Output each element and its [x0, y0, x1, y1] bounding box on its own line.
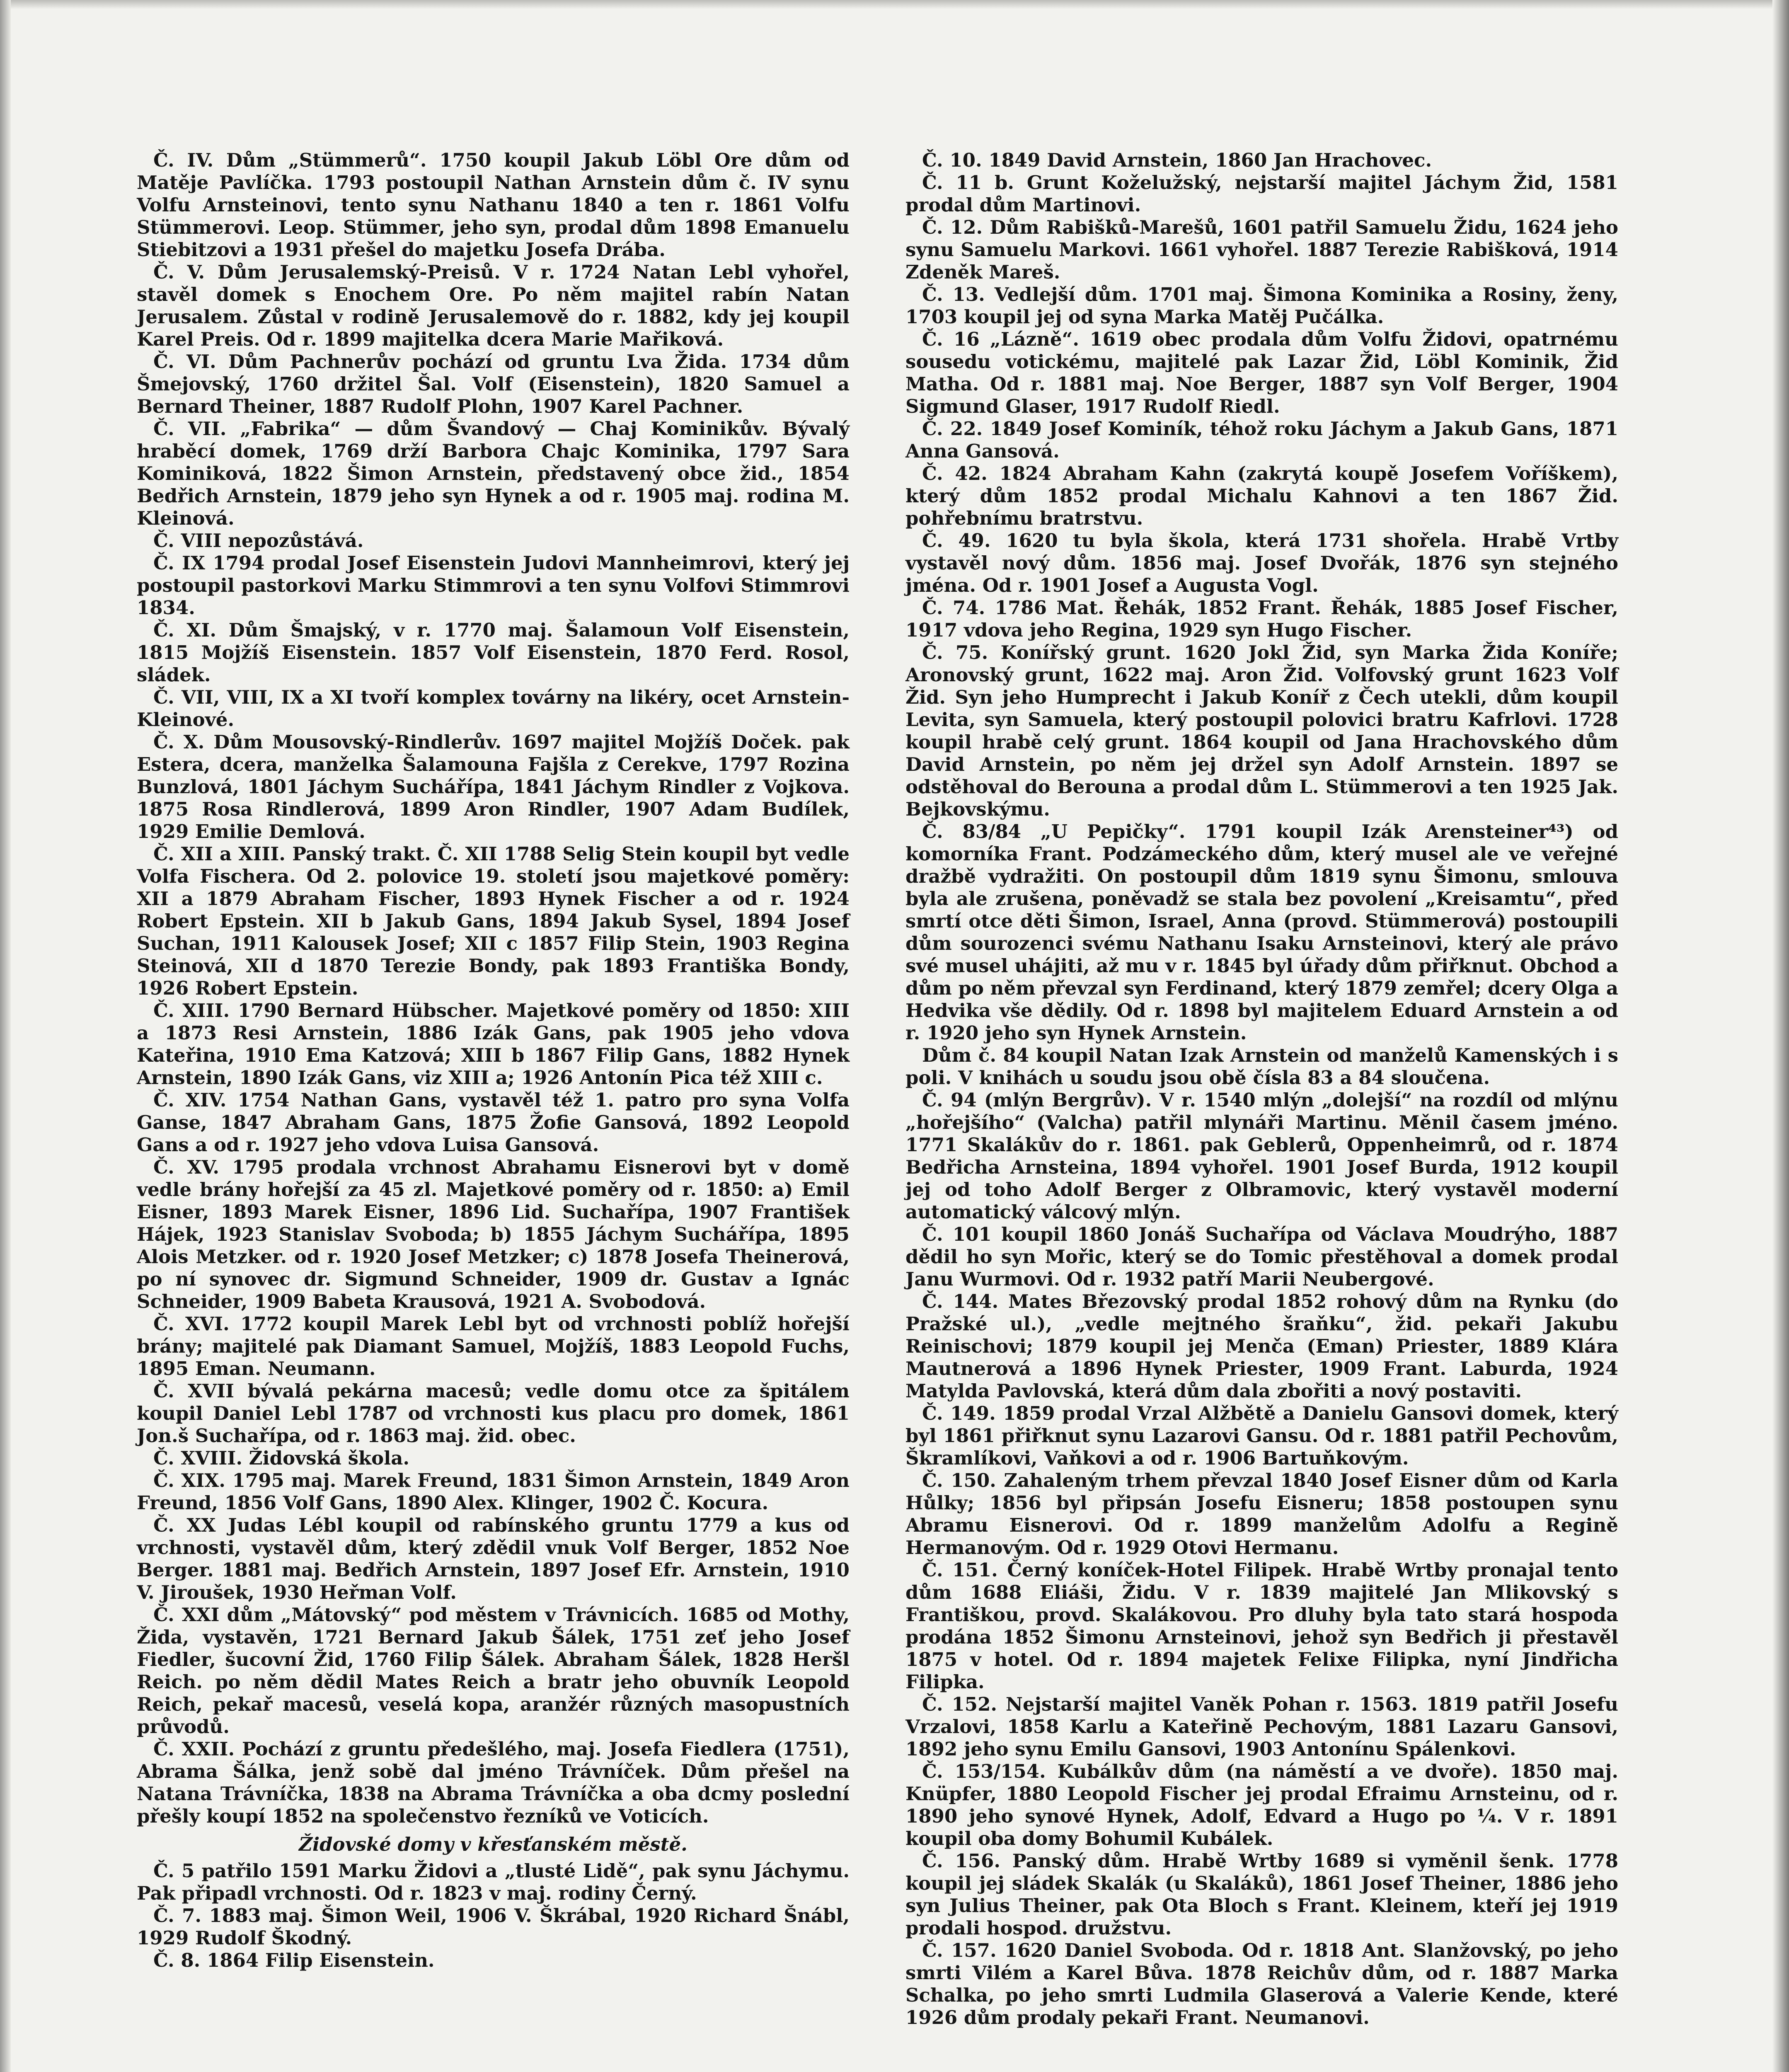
- entry-paragraph: Č. 8. 1864 Filip Eisenstein.: [153, 1949, 435, 1971]
- entry-paragraph: Č. 156. Panský dům. Hrabě Wrtby 1689 si vyměnil šenk. 1778 koupil jej sládek Skalák (u Skaláků), 1861 Josef Theiner, 1886 jeho syn Julius Theiner, pak Ota Bloch s Frant. Kleinem, kteří jej 1919 prodali hospod. družstvu.: [905, 1850, 1618, 1939]
- entry-paragraph: Č. 42. 1824 Abraham Kahn (zakrytá koupě Josefem Voříškem), který dům 1852 prodal Michalu Kahnovi a ten 1867 Žid. pohřebnímu bratrstvu.: [905, 462, 1618, 529]
- entry-paragraph: Č. V. Dům Jerusalemský-Preisů. V r. 1724 Natan Lebl vyhořel, stavěl domek s Enochem Ore. Po něm majitel rabín Natan Jerusalem. Zůstal v rodině Jerusalemově do r. 1882, kdy jej koupil Karel Preis. Od r. 1899 majitelka dcera Marie Mařiková.: [137, 261, 850, 350]
- entry-paragraph: Č. XII a XIII. Panský trakt. Č. XII 1788 Selig Stein koupil byt vedle Volfa Fischera. Od 2. polovice 19. století jsou majetkové poměry: XII a 1879 Abraham Fischer, 1893 Hynek Fischer a od r. 1924 Robert Epstein. XII b Jakub Gans, 1894 Jakub Sysel, 1894 Josef Suchan, 1911 Kalousek Josef; XII c 1857 Filip Stein, 1903 Regina Steinová, XII d 1870 Terezie Bondy, pak 1893 Františka Bondy, 1926 Robert Epstein.: [137, 843, 850, 999]
- entry-paragraph: Č. 101 koupil 1860 Jonáš Suchařípa od Václava Moudrýho, 1887 dědil ho syn Mořic, který se do Tomic přestěhoval a domek prodal Janu Wurmovi. Od r. 1932 patří Marii Neubergové.: [905, 1223, 1618, 1290]
- entry-paragraph: Č. XXI dům „Mátovský“ pod městem v Trávnicích. 1685 od Mothy, Žida, vystavěn, 1721 Bernard Jakub Šálek, 1751 zeť jeho Josef Fiedler, šucovní Žid, 1760 Filip Šálek. Abraham Šálek, 1828 Heršl Reich. po něm dědil Mates Reich a bratr jeho obuvník Leopold Reich, pekař macesů, veselá kopa, aranžér různých masopustních průvodů.: [137, 1604, 850, 1738]
- entry-paragraph: Č. 7. 1883 maj. Šimon Weil, 1906 V. Škrábal, 1920 Richard Šnábl, 1929 Rudolf Škodný.: [137, 1905, 850, 1949]
- entry-paragraph: Č. XI. Dům Šmajský, v r. 1770 maj. Šalamoun Volf Eisenstein, 1815 Mojžíš Eisenstein. 1857 Volf Eisenstein, 1870 Ferd. Rosol, sládek.: [137, 619, 850, 686]
- entry-paragraph: Č. IV. Dům „Stümmerů“. 1750 koupil Jakub Löbl Ore dům od Matěje Pavlíčka. 1793 postoupil Nathan Arnstein dům č. IV synu Volfu Arnsteinovi, tento synu Nathanu 1840 a ten r. 1861 Volfu Stümmerovi. Leop. Stümmer, jeho syn, prodal dům 1898 Emanuelu Stiebitzovi a 1931 přešel do majetku Josefa Drába.: [137, 149, 850, 261]
- entry-paragraph: Č. 22. 1849 Josef Kominík, téhož roku Jáchym a Jakub Gans, 1871 Anna Gansová.: [905, 418, 1618, 462]
- entry-paragraph: Č. XVII bývalá pekárna macesů; vedle domu otce za špitálem koupil Daniel Lebl 1787 od vrchnosti kus placu pro domek, 1861 Jon.š Suchařípa, od r. 1863 maj. žid. obec.: [137, 1380, 850, 1447]
- scan-edge-left: [0, 0, 11, 2072]
- entry-paragraph: Č. VIII nepozůstává.: [153, 530, 364, 552]
- entry-paragraph: Č. 75. Konířský grunt. 1620 Jokl Žid, syn Marka Žida Koníře; Aronovský grunt, 1622 maj. Aron Žid. Volfovský grunt 1623 Volf Žid. Syn jeho Humprecht i Jakub Koníř z Čech utekli, dům koupil Levita, syn Samuela, který postoupil polovici bratru Kafrlovi. 1728 koupil hrabě celý grunt. 1864 koupil od Jana Hrachovského dům David Arnstein, po něm jej držel syn Adolf Arnstein. 1897 se odstěhoval do Berouna a prodal dům L. Stümmerovi a ten 1925 Jak. Bejkovskýmu.: [905, 641, 1618, 820]
- entry-paragraph: Č. 150. Zahaleným trhem převzal 1840 Josef Eisner dům od Karla Hůlky; 1856 byl připsán Josefu Eisneru; 1858 postoupen synu Abramu Eisnerovi. Od r. 1899 manželům Adolfu a Regině Hermanovým. Od r. 1929 Otovi Hermanu.: [905, 1469, 1618, 1559]
- entry-paragraph: Č. IX 1794 prodal Josef Eisenstein Judovi Mannheimrovi, který jej postoupil pastorkovi Marku Stimmrovi a ten synu Volfovi Stimmrovi 1834.: [137, 552, 850, 619]
- entry-paragraph: Č. X. Dům Mousovský-Rindlerův. 1697 majitel Mojžíš Doček. pak Estera, dcera, manželka Šalamouna Fajšla z Cerekve, 1797 Rozina Bunzlová, 1801 Jáchym Suchářípa, 1841 Jáchym Rindler z Vojkova. 1875 Rosa Rindlerová, 1899 Aron Rindler, 1907 Adam Budílek, 1929 Emilie Demlová.: [137, 731, 850, 842]
- entry-paragraph: Č. 157. 1620 Daniel Svoboda. Od r. 1818 Ant. Slanžovský, po jeho smrti Vilém a Karel Bůva. 1878 Reichův dům, od r. 1887 Marka Schalka, po jeho smrti Ludmila Glaserová a Valerie Kende, které 1926 dům prodaly pekaři Frant. Neumanovi.: [905, 1939, 1618, 2028]
- entry-paragraph: Č. 149. 1859 prodal Vrzal Alžbětě a Danielu Gansovi domek, který byl 1861 přiřknut synu Lazarovi Gansu. Od r. 1881 patřil Pechovům, Škramlíkovi, Vaňkovi a od r. 1906 Bartuňkovým.: [905, 1402, 1618, 1469]
- entry-paragraph: Č. VI. Dům Pachnerův pochází od gruntu Lva Žida. 1734 dům Šmejovský, 1760 držitel Šal. Volf (Eisenstein), 1820 Samuel a Bernard Theiner, 1887 Rudolf Plohn, 1907 Karel Pachner.: [137, 351, 850, 417]
- entry-paragraph: Č. 144. Mates Březovský prodal 1852 rohový dům na Rynku (do Pražské ul.), „vedle mejtného šraňku“, žid. pekaři Jakubu Reinischovi; 1879 koupil jej Menča (Eman) Priester, 1889 Klára Mautnerová a 1896 Hynek Priester, 1909 Frant. Laburda, 1924 Matylda Pavlovská, která dům dala zbořiti a nový postaviti.: [905, 1290, 1618, 1402]
- entry-paragraph: Č. 10. 1849 David Arnstein, 1860 Jan Hrachovec.: [922, 149, 1432, 171]
- left-column: [137, 149, 850, 1972]
- entry-paragraph: Č. XVIII. Židovská škola.: [153, 1447, 410, 1469]
- entry-paragraph: Č. 94 (mlýn Bergrův). V r. 1540 mlýn „dolejší“ na rozdíl od mlýnu „hořejšího“ (Valcha) patřil mlynáři Martinu. Měnil časem jméno. 1771 Skalákův do r. 1861. pak Geblerů, Oppenheimrů, od r. 1874 Bedřicha Arnsteina, 1894 vyhořel. 1901 Josef Burda, 1912 koupil jej od toho Adolf Berger z Olbramovic, který vystavěl moderní automatický válcový mlýn.: [905, 1089, 1618, 1223]
- entry-paragraph: Č. 5 patřilo 1591 Marku Židovi a „tlusté Lidě“, pak synu Jáchymu. Pak připadl vrchnosti. Od r. 1823 v maj. rodiny Černý.: [137, 1860, 850, 1904]
- entry-paragraph: Č. 151. Černý koníček-Hotel Filipek. Hrabě Wrtby pronajal tento dům 1688 Eliáši, Židu. V r. 1839 majitelé Jan Mlikovský s Františkou, provd. Skalákovou. Pro dluhy byla tato stará hospoda prodána 1852 Šimonu Arnsteinovi, jehož syn Bedřich ji přestavěl 1875 v hotel. Od r. 1894 majetek Felixe Filipka, nyní Jindřicha Filipka.: [905, 1559, 1618, 1693]
- entry-paragraph: Dům č. 84 koupil Natan Izak Arnstein od manželů Kamenských i s poli. V knihách u soudu jsou obě čísla 83 a 84 sloučena.: [905, 1044, 1618, 1089]
- entry-paragraph: Č. XIX. 1795 maj. Marek Freund, 1831 Šimon Arnstein, 1849 Aron Freund, 1856 Volf Gans, 1890 Alex. Klinger, 1902 Č. Kocura.: [137, 1469, 850, 1514]
- section-heading: Židovské domy v křesťanském městě.: [299, 1833, 688, 1855]
- entry-paragraph: Č. XVI. 1772 koupil Marek Lebl byt od vrchnosti poblíž hořejší brány; majitelé pak Diamant Samuel, Mojžíš, 1883 Leopold Fuchs, 1895 Eman. Neumann.: [137, 1313, 850, 1380]
- right-column: [905, 149, 1618, 2029]
- entry-paragraph: Č. VII. „Fabrika“ — dům Švandový — Chaj Kominikův. Bývalý hraběcí domek, 1769 drží Barbora Chajc Kominika, 1797 Sara Kominiková, 1822 Šimon Arnstein, představený obce žid., 1854 Bedřich Arnstein, 1879 jeho syn Hynek a od r. 1905 maj. rodina M. Kleinová.: [137, 418, 850, 529]
- entry-paragraph: Č. 74. 1786 Mat. Řehák, 1852 Frant. Řehák, 1885 Josef Fischer, 1917 vdova jeho Regina, 1929 syn Hugo Fischer.: [905, 597, 1618, 641]
- entry-paragraph: Č. XXII. Pochází z gruntu předešlého, maj. Josefa Fiedlera (1751), Abrama Šálka, jenž sobě dal jméno Trávníček. Dům přešel na Natana Trávníčka, 1838 na Abrama Trávníčka a oba dcmy poslední přešly koupí 1852 na společenstvo řezníků ve Voticích.: [137, 1738, 850, 1827]
- scan-edge-right: [1772, 0, 1789, 2072]
- entry-paragraph: Č. 16 „Lázně“. 1619 obec prodala dům Volfu Židovi, opatrnému sousedu votickému, majitelé pak Lazar Žid, Löbl Kominik, Žid Matha. Od r. 1881 maj. Noe Berger, 1887 syn Volf Berger, 1904 Sigmund Glaser, 1917 Rudolf Riedl.: [905, 328, 1618, 417]
- entry-paragraph: Č. 153/154. Kubálkův dům (na náměstí a ve dvoře). 1850 maj. Knüpfer, 1880 Leopold Fischer jej prodal Efraimu Arnsteinu, od r. 1890 jeho synové Hynek, Adolf, Edvard a Hugo po ¼. V r. 1891 koupil oba domy Bohumil Kubálek.: [905, 1760, 1618, 1849]
- entry-paragraph: Č. 152. Nejstarší majitel Vaněk Pohan r. 1563. 1819 patřil Josefu Vrzalovi, 1858 Karlu a Kateřině Pechovým, 1881 Lazaru Gansovi, 1892 jeho synu Emilu Gansovi, 1903 Antonínu Spálenkovi.: [905, 1693, 1618, 1760]
- entry-paragraph: Č. XIV. 1754 Nathan Gans, vystavěl též 1. patro pro syna Volfa Ganse, 1847 Abraham Gans, 1875 Žofie Gansová, 1892 Leopold Gans a od r. 1927 jeho vdova Luisa Gansová.: [137, 1089, 850, 1156]
- entry-paragraph: Č. XV. 1795 prodala vrchnost Abrahamu Eisnerovi byt v domě vedle brány hořejší za 45 zl. Majetkové poměry od r. 1850: a) Emil Eisner, 1893 Marek Eisner, 1896 Lid. Suchařípa, 1907 František Hájek, 1923 Stanislav Svoboda; b) 1855 Jáchym Suchářípa, 1895 Alois Metzker. od r. 1920 Josef Metzker; c) 1878 Josefa Theinerová, po ní synovec dr. Sigmund Schneider, 1909 dr. Gustav a Ignác Schneider, 1909 Babeta Krausová, 1921 A. Svobodová.: [137, 1156, 850, 1312]
- entry-paragraph: Č. 49. 1620 tu byla škola, která 1731 shořela. Hrabě Vrtby vystavěl nový dům. 1856 maj. Josef Dvořák, 1876 syn stejného jména. Od r. 1901 Josef a Augusta Vogl.: [905, 530, 1618, 596]
- scan-edge-top: [0, 0, 1789, 9]
- entry-paragraph: Č. 83/84 „U Pepičky“. 1791 koupil Izák Arensteiner⁴³) od komorníka Frant. Podzámeckého dům, který musel ale ve veřejné dražbě vydražiti. On postoupil dům 1819 synu Šimonu, smlouva byla ale zrušena, poněvadž se stala bez povolení „Kreisamtu“, před smrtí otce děti Šimon, Israel, Anna (provd. Stümmerová) postoupili dům sourozenci svému Nathanu Isaku Arnsteinovi, který ale právo své musel uhájiti, až mu v r. 1845 byl úřady dům přiřknut. Obchod a dům po něm převzal syn Ferdinand, který 1879 zemřel; dcery Olga a Hedvika vše dědily. Od r. 1898 byl majitelem Eduard Arnstein a od r. 1920 jeho syn Hynek Arnstein.: [905, 821, 1618, 1044]
- entry-paragraph: Č. VII, VIII, IX a XI tvoří komplex továrny na likéry, ocet Arnstein-Kleinové.: [137, 686, 850, 731]
- entry-paragraph: Č. XIII. 1790 Bernard Hübscher. Majetkové poměry od 1850: XIII a 1873 Resi Arnstein, 1886 Izák Gans, pak 1905 jeho vdova Kateřina, 1910 Ema Katzová; XIII b 1867 Filip Gans, 1882 Hynek Arnstein, 1890 Izák Gans, viz XIII a; 1926 Antonín Pica též XIII c.: [137, 1000, 850, 1089]
- entry-paragraph: Č. 11 b. Grunt Koželužský, nejstarší majitel Jáchym Žid, 1581 prodal dům Martinovi.: [905, 172, 1618, 216]
- entry-paragraph: Č. 13. Vedlejší dům. 1701 maj. Šimona Kominika a Rosiny, ženy, 1703 koupil jej od syna Marka Matěj Pučálka.: [905, 283, 1618, 328]
- entry-paragraph: Č. 12. Dům Rabišků-Marešů, 1601 patřil Samuelu Židu, 1624 jeho synu Samuelu Markovi. 1661 vyhořel. 1887 Terezie Rabišková, 1914 Zdeněk Mareš.: [905, 216, 1618, 283]
- entry-paragraph: Č. XX Judas Lébl koupil od rabínského gruntu 1779 a kus od vrchnosti, vystavěl dům, který zdědil vnuk Volf Berger, 1852 Noe Berger. 1881 maj. Bedřich Arnstein, 1897 Josef Efr. Arnstein, 1910 V. Jiroušek, 1930 Heřman Volf.: [137, 1514, 850, 1603]
